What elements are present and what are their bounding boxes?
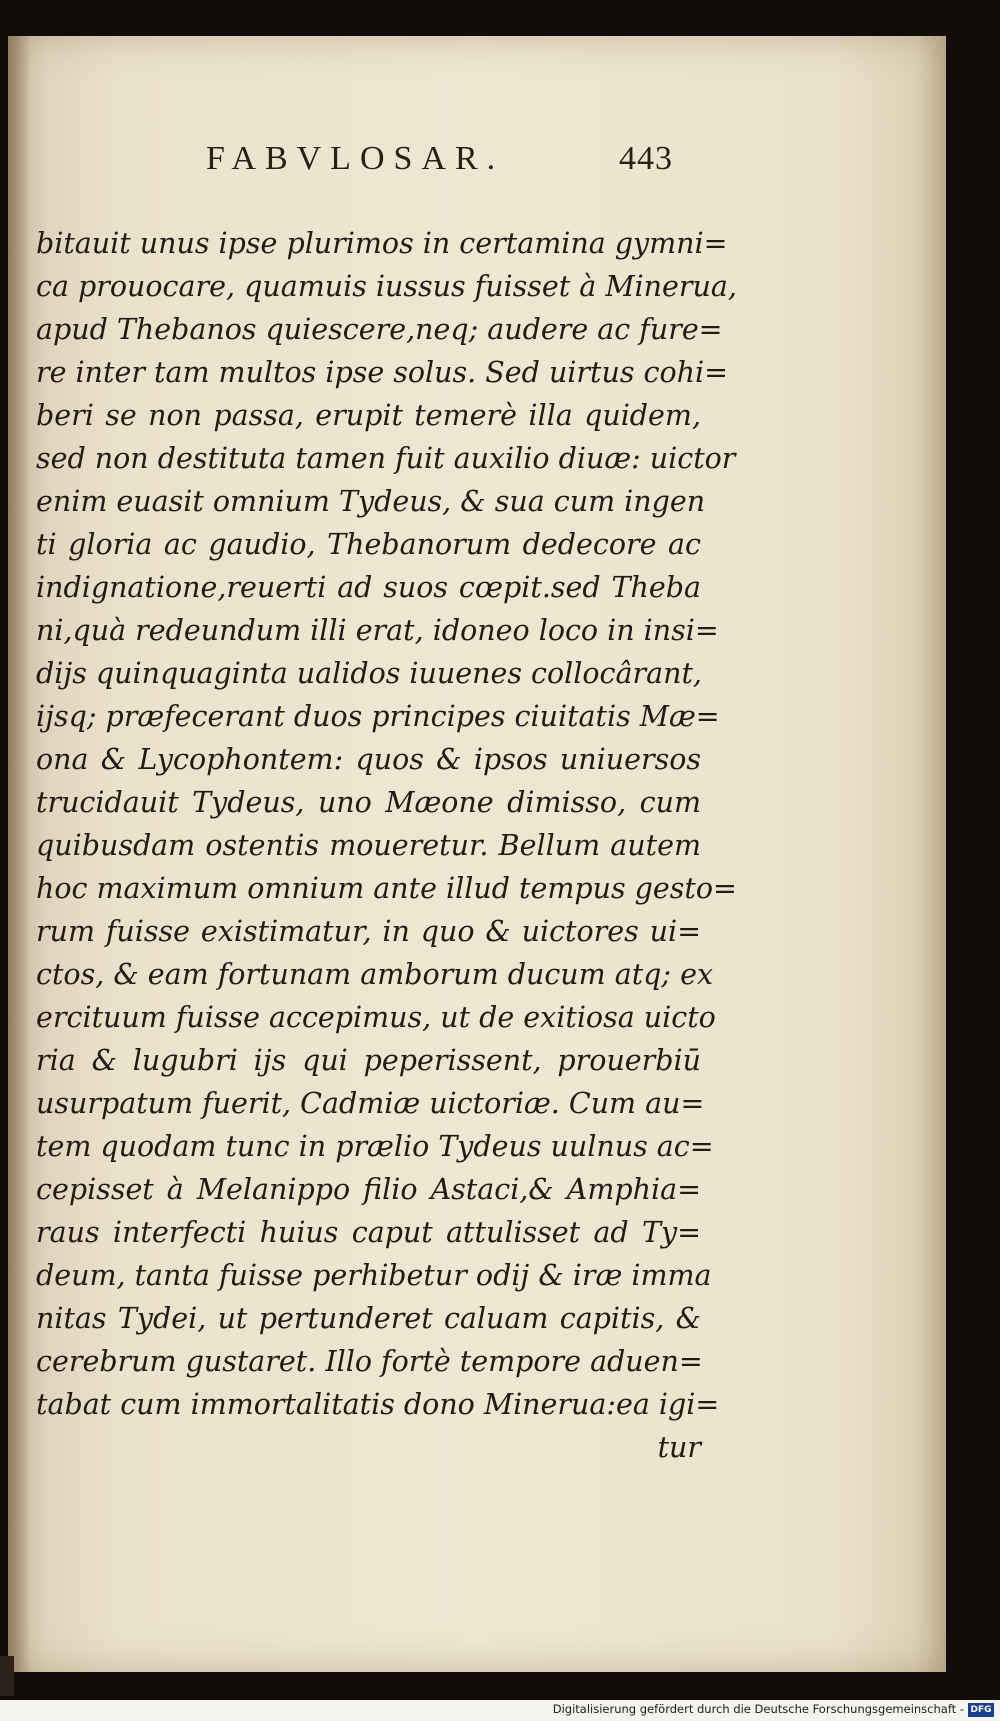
text-line: indignatione,reuerti ad suos cœpit.sed Theba — [36, 571, 701, 604]
text-line: nitas Tydei, ut pertunderet caluam capitis, & — [36, 1302, 701, 1335]
catchword: tur — [657, 1431, 701, 1464]
text-line: bitauit unus ipse plurimos in certamina gymni= — [36, 227, 728, 260]
text-line: ona & Lycophontem: quos & ipsos uniuersos — [36, 743, 701, 776]
text-line: ti gloria ac gaudio, Thebanorum dedecore ac — [36, 528, 701, 561]
text-line: re inter tam multos ipse solus. Sed uirtus cohi= — [36, 356, 729, 389]
text-line: usurpatum fuerit, Cadmiæ uictoriæ. Cum au= — [36, 1087, 705, 1120]
page-edge-mark — [0, 1656, 14, 1696]
text-line: hoc maximum omnium ante illud tempus gesto= — [36, 872, 737, 905]
text-line: ctos, & eam fortunam amborum ducum atq; ex — [36, 958, 714, 991]
text-line: cerebrum gustaret. Illo fortè tempore aduen= — [36, 1345, 703, 1378]
text-line: tabat cum immortalitatis dono Minerua:ea igi= — [36, 1388, 720, 1421]
text-line: quibusdam ostentis moueretur. Bellum autem — [36, 829, 701, 862]
page-gutter-shadow — [8, 36, 30, 1672]
text-line: ijsq; præfecerant duos principes ciuitatis Mæ= — [36, 700, 720, 733]
book-page — [8, 36, 946, 1672]
text-line: ni,quà redeundum illi erat, idoneo loco in insi= — [36, 614, 719, 647]
text-line: rum fuisse existimatur, in quo & uictores ui= — [36, 915, 701, 948]
body-text — [36, 222, 737, 1469]
dfg-logo: DFG — [968, 1703, 994, 1717]
text-line: trucidauit Tydeus, uno Mæone dimisso, cum — [36, 786, 701, 819]
text-line: sed non destituta tamen fuit auxilio diuæ: uictor — [36, 442, 736, 475]
running-head-title: FABVLOSAR. — [206, 140, 505, 177]
text-line: ercituum fuisse accepimus, ut de exitiosa uicto — [36, 1001, 716, 1034]
digitization-footer — [0, 1700, 1000, 1721]
text-line: dijs quinquaginta ualidos iuuenes collocârant, — [36, 657, 702, 690]
text-line: ca prouocare, quamuis iussus fuisset à Minerua, — [36, 270, 737, 303]
funding-credit: Digitalisierung gefördert durch die Deutsche Forschungsgemeinschaft - — [552, 1702, 964, 1716]
text-line: apud Thebanos quiescere,neq; audere ac fure= — [36, 313, 723, 346]
text-line: cepisset à Melanippo filio Astaci,& Amphia= — [36, 1173, 701, 1206]
running-head — [8, 140, 946, 200]
text-line: ria & lugubri ijs qui peperissent, prouerbiū — [36, 1044, 701, 1077]
text-line: enim euasit omnium Tydeus, & sua cum ingen — [36, 485, 706, 518]
text-line: tem quodam tunc in prælio Tydeus uulnus ac= — [36, 1130, 714, 1163]
text-line: beri se non passa, erupit temerè illa quidem, — [36, 399, 701, 432]
text-line: deum, tanta fuisse perhibetur odij & iræ imma — [36, 1259, 712, 1292]
text-line: raus interfecti huius caput attulisset ad Ty= — [36, 1216, 701, 1249]
page-number: 443 — [619, 140, 673, 177]
